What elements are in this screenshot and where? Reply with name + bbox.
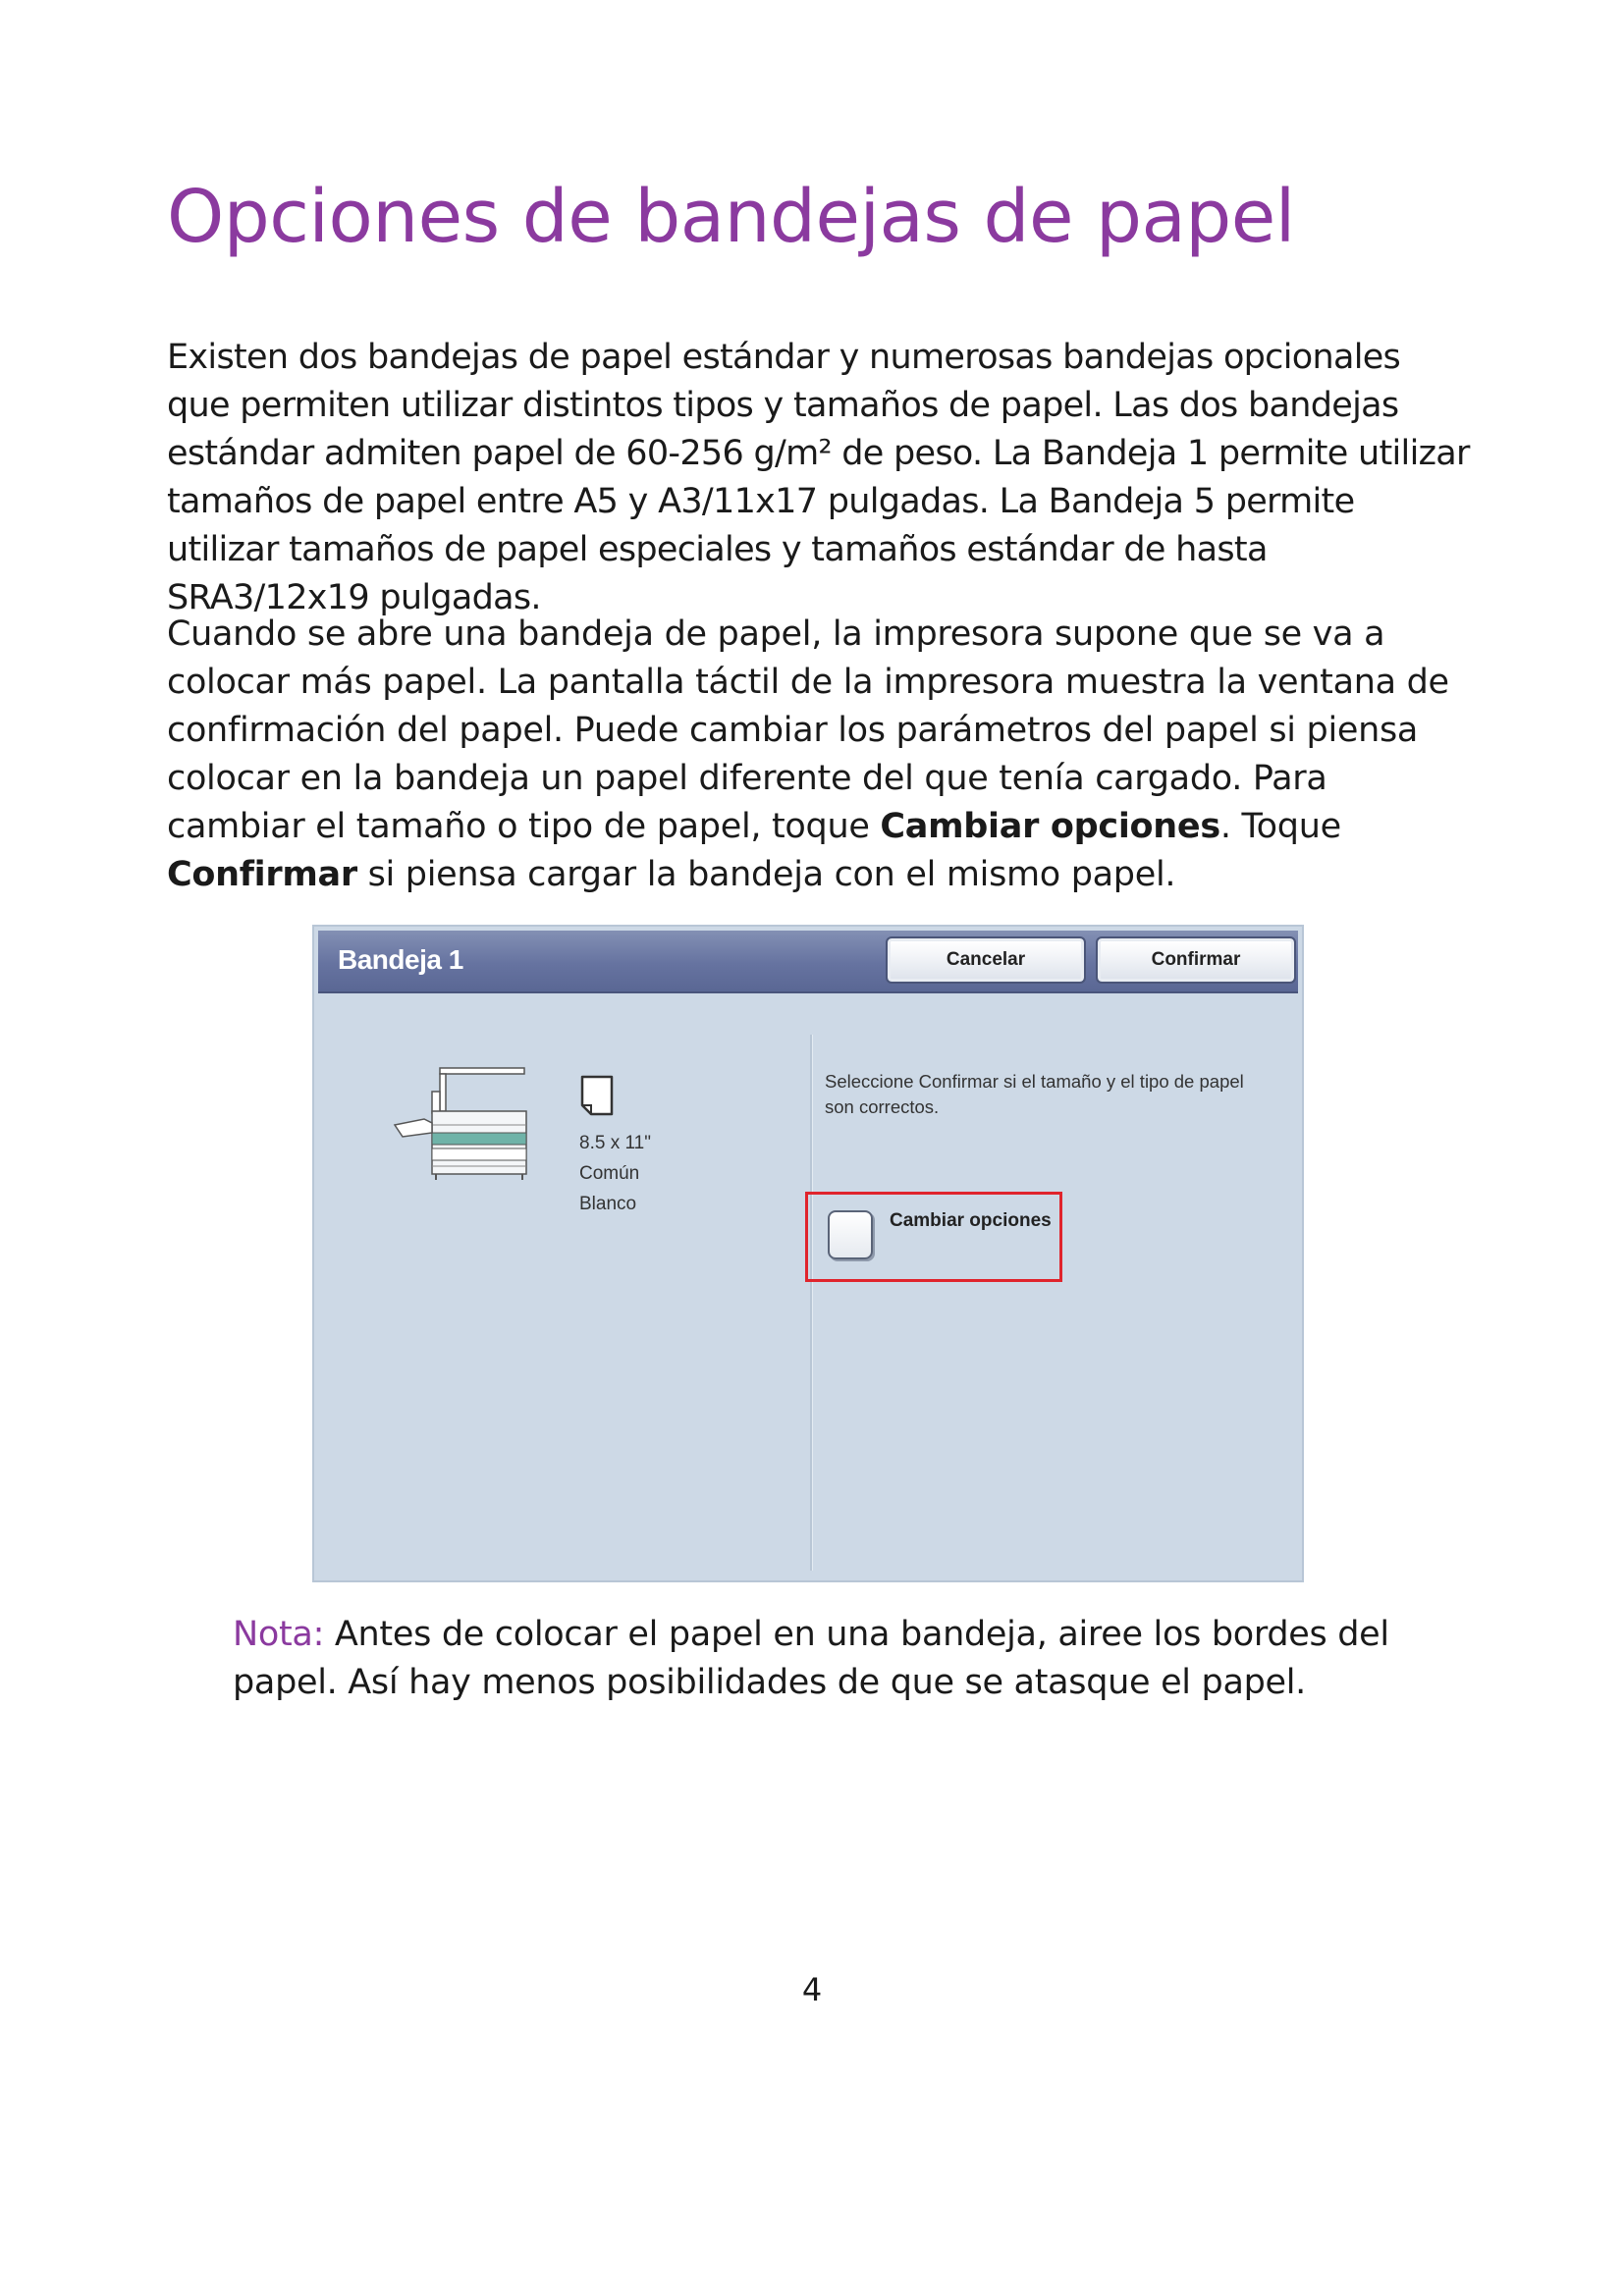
printer-icon — [393, 1064, 530, 1182]
touch-screen-screenshot — [312, 925, 1304, 1582]
panel-divider — [810, 1035, 813, 1571]
page-title: Opciones de bandejas de papel — [167, 175, 1295, 259]
note — [233, 1611, 1411, 1707]
confirm-button[interactable]: Confirmar — [1098, 938, 1294, 982]
paper-icon — [579, 1074, 615, 1117]
paper-size: 8.5 x 11" — [579, 1133, 651, 1153]
paragraph-text: . Toque — [1219, 807, 1341, 846]
paper-type: Común — [579, 1163, 640, 1184]
bold-change-options: Cambiar opciones — [880, 807, 1220, 846]
screen-header — [318, 931, 1298, 993]
cancel-button[interactable]: Cancelar — [888, 938, 1084, 982]
paragraph-text: Cuando se abre una bandeja de papel, la impresora supone que se va a colocar más papel. La pantalla táctil de la impresora muestra la ventana de confirmación del papel. Puede cambiar los parámetros del papel si piensa colocar en la bandeja un papel diferente del que tenía cargado. Para cambiar el tamaño o tipo de papel, toque — [167, 614, 1449, 846]
change-options-button[interactable] — [828, 1210, 873, 1259]
bold-confirm: Confirmar — [167, 855, 357, 894]
paper-info — [579, 1128, 651, 1219]
screen-instruction: Seleccione Confirmar si el tamaño y el tipo de papel son correctos. — [825, 1071, 1244, 1117]
note-text: Antes de colocar el papel en una bandeja, airee los bordes del papel. Así hay menos posibilidades de que se atasque el papel. — [233, 1615, 1389, 1702]
highlight-box — [805, 1192, 1062, 1282]
note-label: Nota: — [233, 1615, 325, 1654]
intro-paragraph: Existen dos bandejas de papel estándar y numerosas bandejas opcionales que permiten utilizar distintos tipos y tamaños de papel. Las dos bandejas estándar admiten papel de 60-256 g/m² de peso. La Bandeja 1 permite utilizar tamaños de papel entre A5 y A3/11x17 pulgadas. La Bandeja 5 permite utilizar tamaños de papel especiales y tamaños estándar de hasta SRA3/12x19 pulgadas. — [167, 338, 1470, 617]
instructions-paragraph — [167, 611, 1473, 899]
screen-title: Bandeja 1 — [338, 944, 463, 975]
paragraph-text: si piensa cargar la bandeja con el mismo papel. — [356, 855, 1176, 894]
change-options-label[interactable]: Cambiar opciones — [890, 1210, 1052, 1231]
page-number: 4 — [801, 1971, 823, 2008]
paper-color: Blanco — [579, 1194, 637, 1214]
